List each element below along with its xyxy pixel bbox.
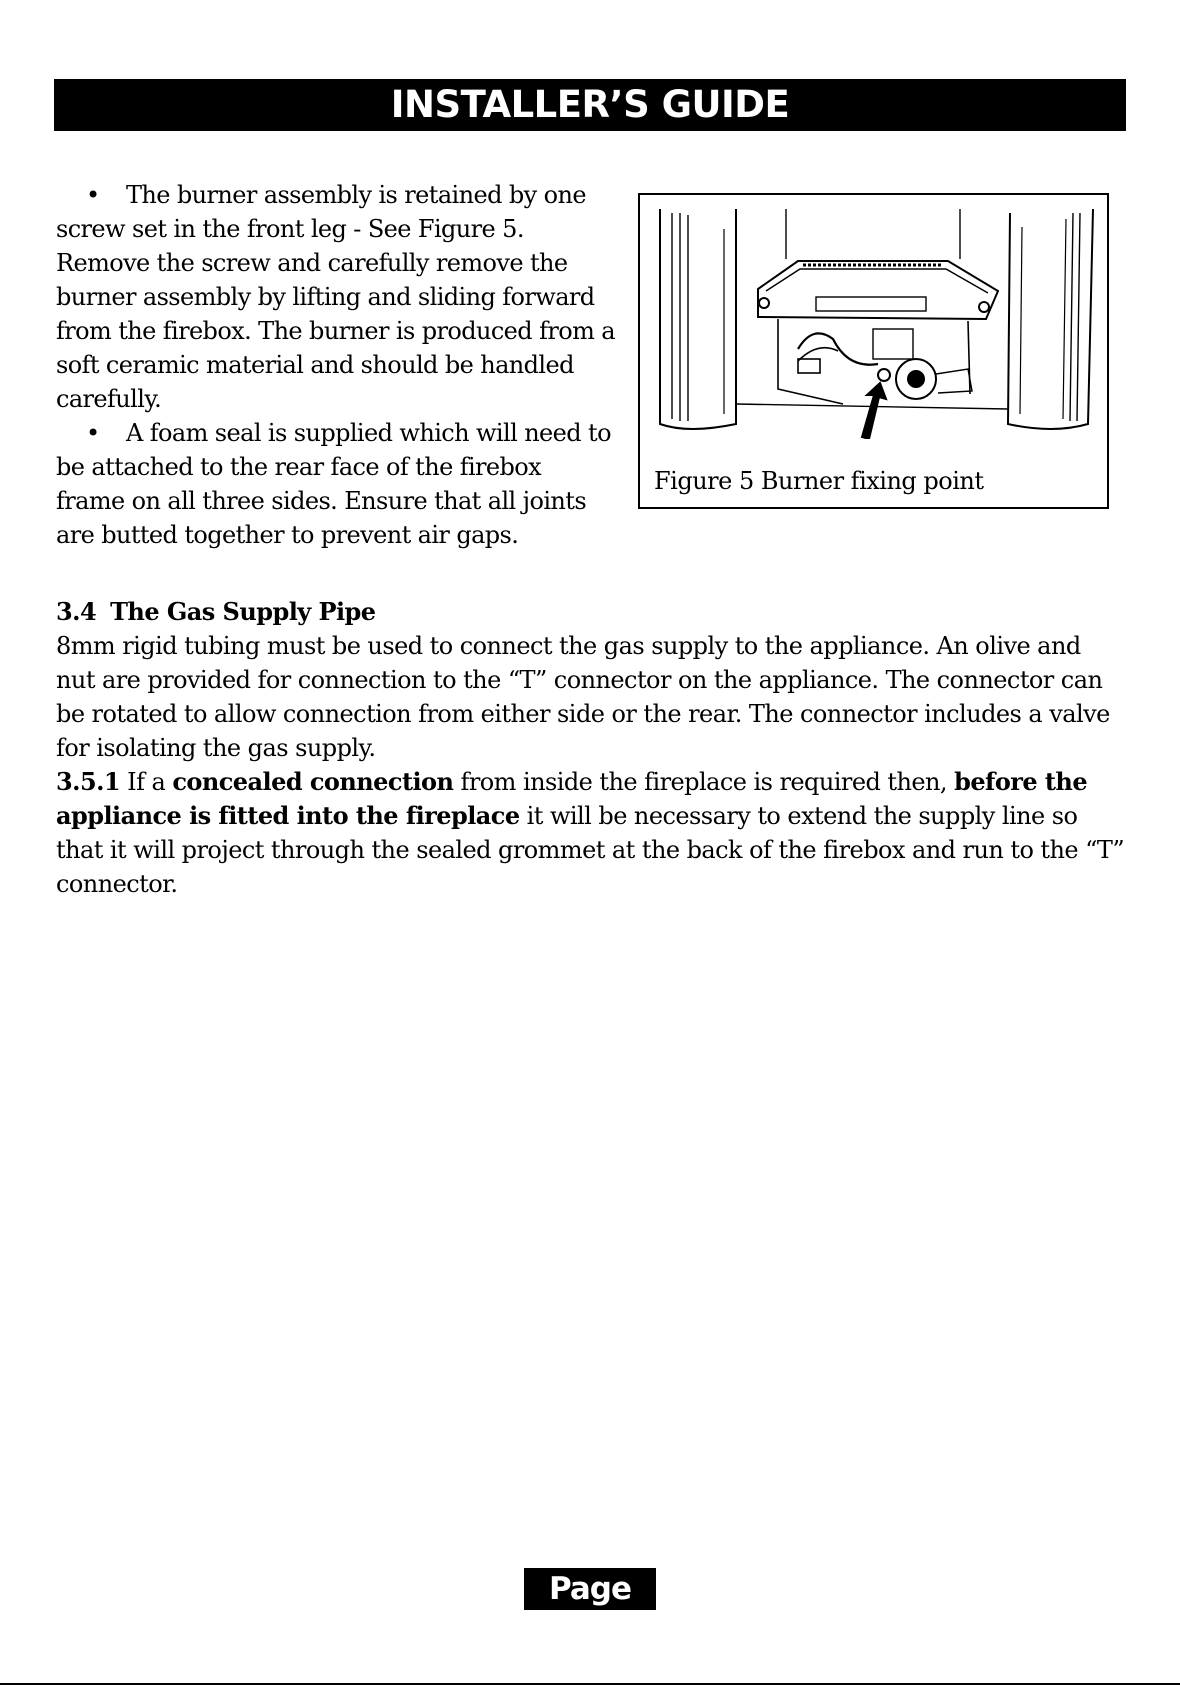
section-heading	[56, 595, 1126, 629]
section-number: 3.4	[56, 597, 97, 626]
section-body: 8mm rigid tubing must be used to connect the gas supply to the appliance. An olive and nut are provided for connection to the “T” connector on the appliance. The connector can be rotated to allow connection from either side or the rear. The connector includes a valve for isolating the gas supply.	[56, 632, 1110, 762]
intro-text-column	[56, 178, 616, 552]
section-title: The Gas Supply Pipe	[110, 597, 376, 626]
page-number: Page 10	[524, 1568, 656, 1610]
page-header-title: INSTALLER’S GUIDE	[54, 79, 1126, 131]
bullet-marker: •	[86, 419, 100, 447]
bullet-marker: •	[86, 181, 100, 209]
subsection-text-b: from inside the fireplace is required then,	[453, 768, 955, 796]
burner-fixing-illustration	[648, 199, 1103, 439]
gas-supply-section	[56, 595, 1126, 901]
bullet-paragraph-2	[56, 416, 616, 552]
bullet-paragraph-1	[56, 178, 616, 416]
subsection-bold-a: concealed connection	[172, 767, 454, 796]
bullet-text-1: The burner assembly is retained by one screw set in the front leg - See Figure 5. Remove the screw and carefully remove the burner assembly by lifting and sliding forward from the firebox. The burner is produced from a soft ceramic material and should be handled carefully.	[56, 181, 615, 413]
subsection-number: 3.5.1	[56, 767, 121, 796]
figure-5	[638, 193, 1109, 509]
subsection-bold-b: before the appliance is fitted into the fireplace	[56, 767, 1088, 830]
subsection-text-a: If a	[120, 768, 173, 796]
bullet-text-2: A foam seal is supplied which will need to be attached to the rear face of the firebox frame on all three sides. Ensure that all joints are butted together to prevent air gaps.	[56, 419, 611, 549]
subsection-text-c: it will be necessary to extend the supply line so that it will project through the sealed grommet at the back of the firebox and run to the “T” connector.	[56, 802, 1125, 898]
subsection-3-5-1	[56, 765, 1126, 901]
figure-caption: Figure 5 Burner fixing point	[654, 467, 990, 495]
